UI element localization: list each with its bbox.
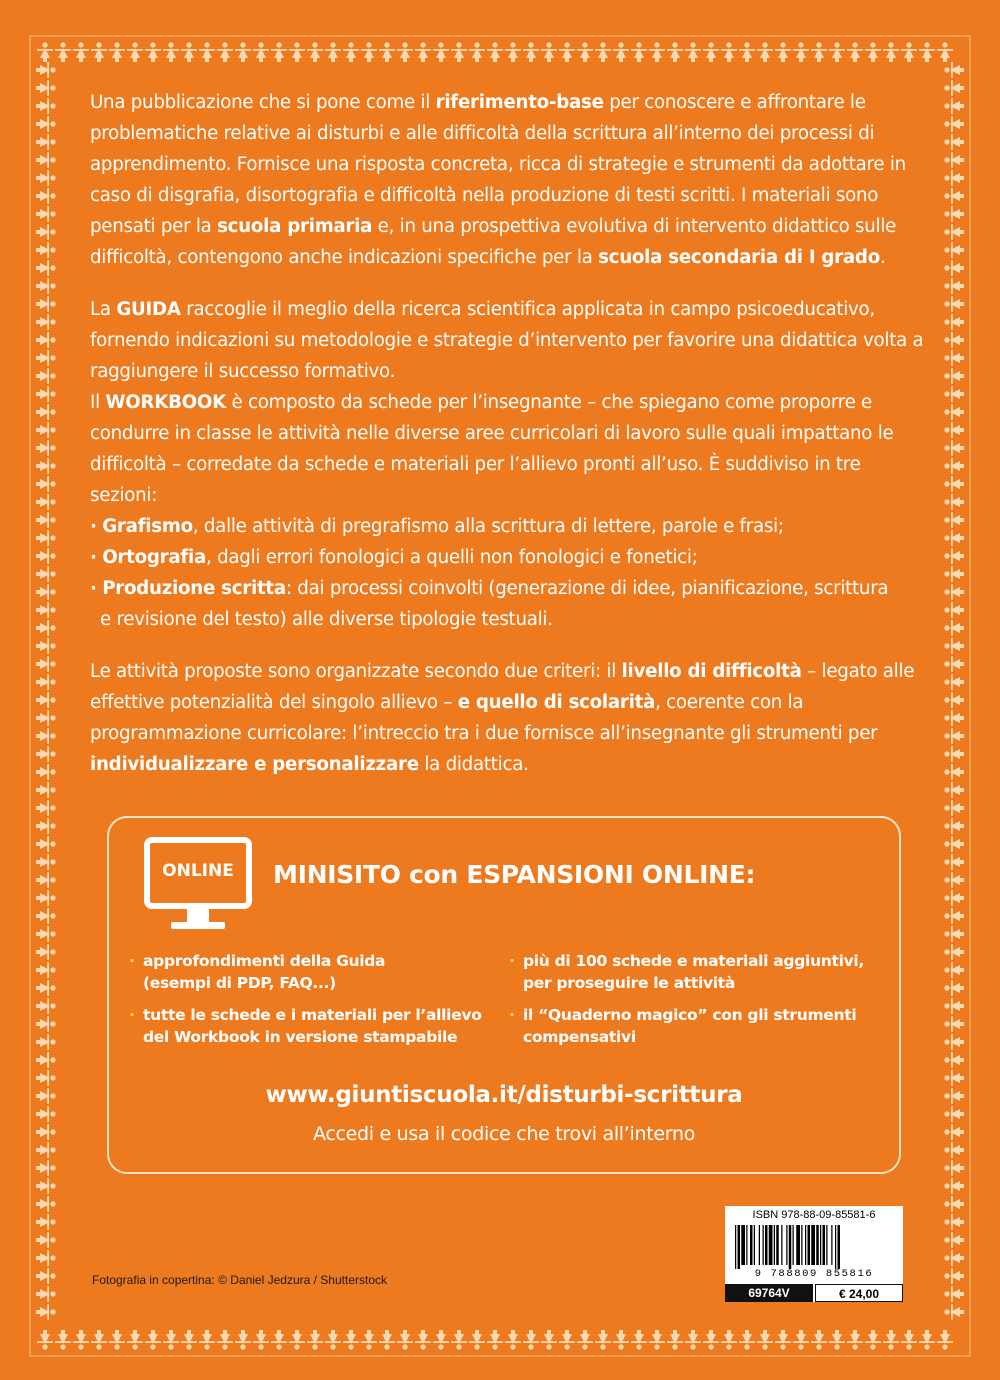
description-text (90, 87, 930, 780)
feature-quaderno-magico: · il “Quaderno magico” con gli strumenti compensativi (509, 1006, 857, 1046)
online-badge: ONLINE (162, 861, 234, 881)
photo-credit: Fotografia in copertina: © Daniel Jedzura / Shutterstock (92, 1273, 387, 1287)
feature-printable-workbook: · tutte le schede e i materiali per l’allievo del Workbook in versione stampabile (129, 1006, 482, 1046)
guida-paragraph: La GUIDA raccoglie il meglio della ricerca scientifica applicata in campo psicoeducativo, fornendo indicazioni su metodologie e strategie d’intervento per favorire una didattica volta a raggiungere il successo formativo. (90, 299, 924, 382)
price: € 24,00 (815, 1284, 903, 1302)
barcode-digits: 9 788809 855816 (754, 1268, 874, 1280)
access-code-note: Accedi e usa il codice che trovi all’interno (312, 1123, 696, 1145)
section-grafismo: · Grafismo, dalle attività di pregrafismo alla scrittura di lettere, parole e frasi; (90, 516, 784, 537)
monitor-icon (143, 836, 253, 936)
section-produzione-scritta-cont: e revisione del testo) alle diverse tipologie testuali. (100, 609, 553, 630)
intro-paragraph: Una pubblicazione che si pone come il riferimento-base per conoscere e affrontare le problematiche relative ai disturbi e alle difficoltà della scrittura all’interno dei processi di apprendimento. Fornisce una risposta concreta, ricca di strategie e strumenti da adottare in caso di disgrafia, disortografia e difficoltà nella produzione di testi scritti. I materiali sono pensati per la scuola primaria e, in una prospettiva evolutiva di intervento didattico sulle difficoltà, contengono anche indicazioni specifiche per la scuola secondaria di I grado. (90, 92, 906, 268)
feature-guide-extras: · approfondimenti della Guida (esempi di PDP, FAQ...) (129, 952, 386, 992)
workbook-paragraph: Il WORKBOOK è composto da schede per l’insegnante – che spiegano come proporre e condurre in classe le attività nelle diverse aree curricolari di lavoro sulle quali impattano le difficoltà – corredate da schede e materiali per l’allievo pronti all’uso. È suddiviso in tre sezioni: (90, 392, 894, 506)
isbn-label: ISBN 978-88-09-85581-6 (752, 1209, 876, 1221)
barcode-bars (733, 1225, 895, 1269)
criteria-paragraph: Le attività proposte sono organizzate secondo due criteri: il livello di difficoltà – legato alle effettive potenzialità del singolo allievo – e quello di scolarità, coerente con la programmazione curricolare: l’intreccio tra i due fornisce all’insegnante gli strumenti per individualizzare e personalizzare la didattica. (90, 661, 915, 775)
section-produzione-scritta: · Produzione scritta: dai processi coinvolti (generazione di idee, pianificazione, scrittura (90, 578, 889, 599)
website-url[interactable]: www.giuntiscuola.it/disturbi-scrittura (265, 1082, 743, 1108)
feature-extra-materials: · più di 100 schede e materiali aggiuntivi, per proseguire le attività (509, 952, 864, 992)
section-ortografia: · Ortografia, dagli errori fonologici a quelli non fonologici e fonetici; (90, 547, 698, 568)
minisite-title: MINISITO con ESPANSIONI ONLINE: (273, 860, 756, 889)
product-code: 69764V (725, 1284, 813, 1302)
